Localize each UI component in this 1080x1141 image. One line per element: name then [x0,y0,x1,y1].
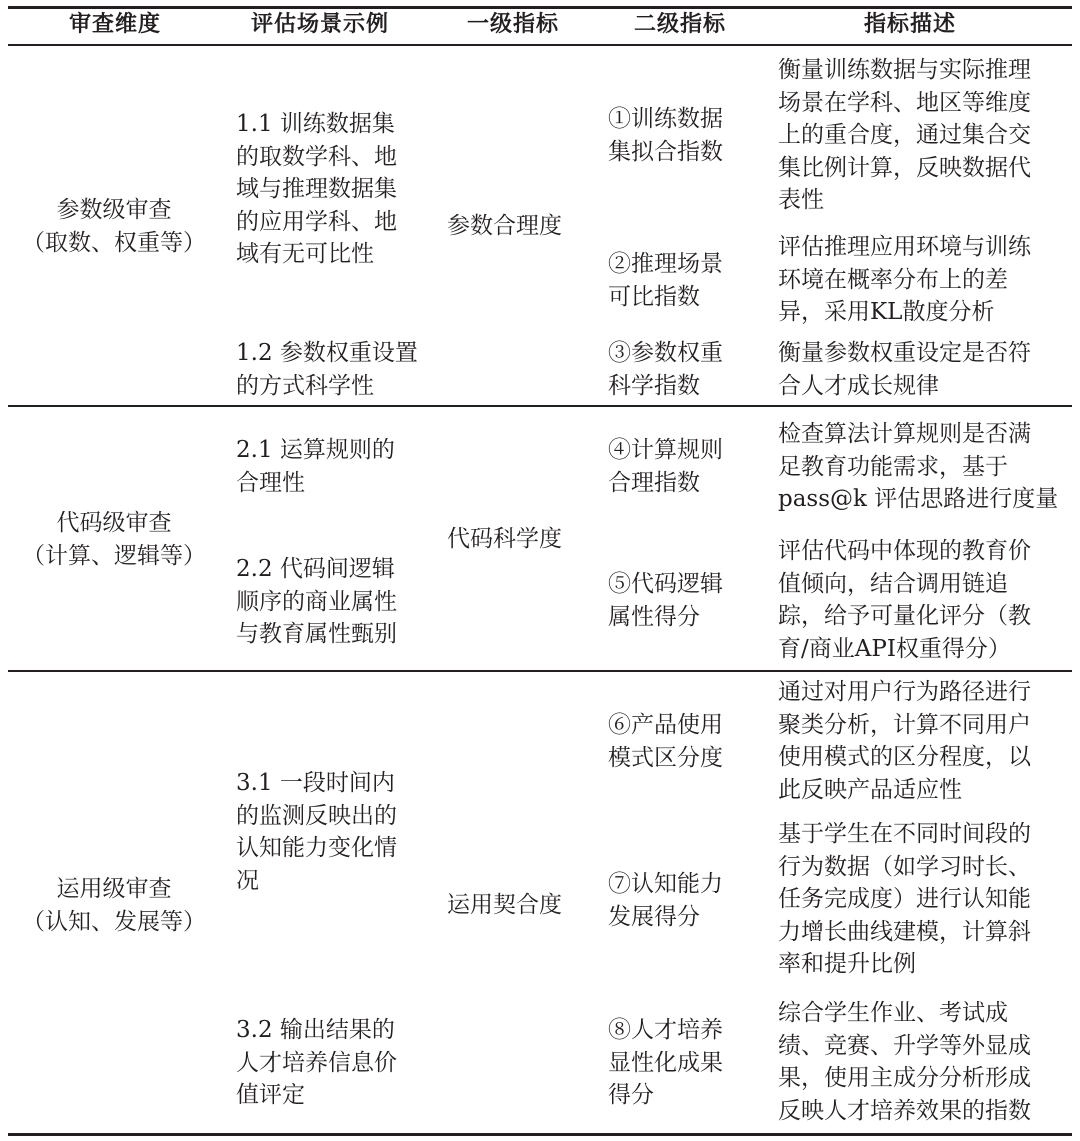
indicator-description: 基于学生在不同时间段的 行为数据（如学习时长、 任务完成度）进行认知能 力增长曲线建模，计算斜 率和提升比例 [778,821,1031,977]
column-header: 二级指标 [633,12,726,37]
level2-indicator: ⑦认知能力 发展得分 [608,871,723,930]
indicator-description: 通过对用户行为路径进行 聚类分析，计算不同用户 使用模式的区分程度，以 此反映产品适应性 [778,679,1031,803]
level1-indicator: 运用契合度 [447,892,562,918]
review-dimension: 参数级审查 （取数、权重等） [22,197,206,256]
column-header: 一级指标 [466,12,559,37]
indicator-description: 评估推理应用环境与训练 环境在概率分布上的差 异，采用KL散度分析 [778,234,1031,325]
scenario-example: 3.1 一段时间内 的监测反映出的 认知能力变化情 况 [236,770,397,894]
scenario-example: 1.1 训练数据集 的取数学科、地 域与推理数据集 的应用学科、地 域有无可比性 [236,111,397,267]
level2-indicator: ④计算规则 合理指数 [608,437,723,496]
scenario-example: 2.2 代码间逻辑 顺序的商业属性 与教育属性甄别 [236,556,397,647]
scenario-example: 1.2 参数权重设置 的方式科学性 [236,340,418,399]
indicator-description: 衡量训练数据与实际推理 场景在学科、地区等维度 上的重合度，通过集合交 集比例计算，反映数据代 表性 [778,57,1031,213]
scenario-example: 2.1 运算规则的 合理性 [236,437,395,496]
section-divider [8,670,1072,672]
indicator-description: 检查算法计算规则是否满 足教育功能需求，基于 pass@k 评估思路进行度量 [778,421,1059,512]
level2-indicator: ③参数权重 科学指数 [608,340,723,399]
review-dimension: 运用级审查 （认知、发展等） [22,876,206,935]
level2-indicator: ⑥产品使用 模式区分度 [608,712,723,771]
table-bottom-rule [8,1133,1072,1136]
level2-indicator: ⑧人才培养 显性化成果 得分 [608,1017,723,1108]
level1-indicator: 参数合理度 [447,213,562,239]
column-header: 指标描述 [863,12,956,37]
review-dimension: 代码级审查 （计算、逻辑等） [22,510,206,569]
column-header: 审查维度 [68,12,161,37]
indicator-description: 衡量参数权重设定是否符 合人才成长规律 [778,340,1031,399]
level2-indicator: ②推理场景 可比指数 [608,251,723,310]
column-header: 评估场景示例 [250,12,389,37]
section-divider [8,405,1072,407]
scenario-example: 3.2 输出结果的 人才培养信息价 值评定 [236,1017,397,1108]
indicator-description: 评估代码中体现的教育价 值倾向，结合调用链追 踪，给予可量化评分（教 育/商业API权重得分） [778,538,1031,662]
header-rule [8,44,1072,46]
level1-indicator: 代码科学度 [447,526,562,552]
table-top-rule [8,6,1072,9]
level2-indicator: ⑤代码逻辑 属性得分 [608,571,723,630]
level2-indicator: ①训练数据 集拟合指数 [608,106,723,165]
indicator-description: 综合学生作业、考试成 绩、竞赛、升学等外显成 果，使用主成分分析形成 反映人才培养效果的指数 [778,1000,1031,1124]
